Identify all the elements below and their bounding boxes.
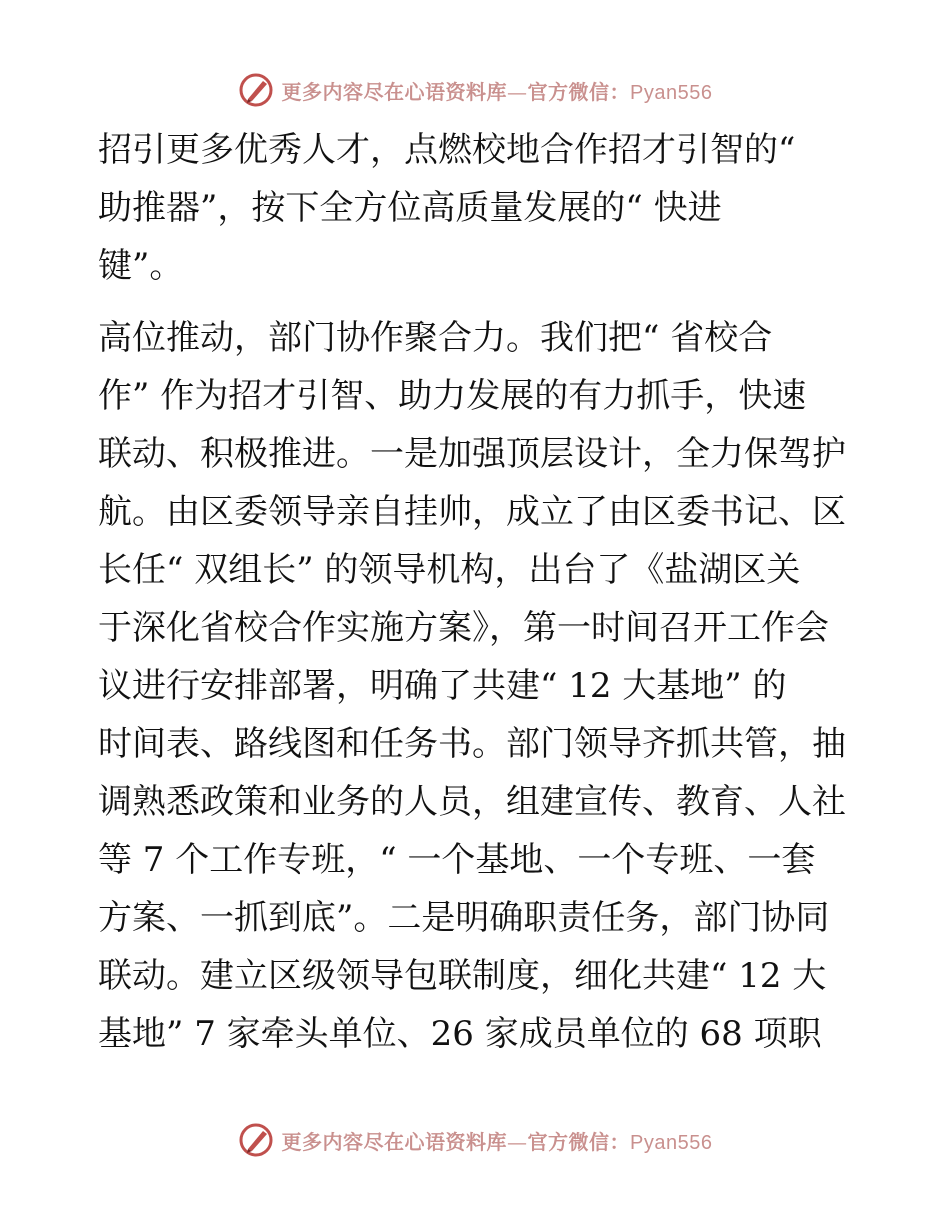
text-line: 招引更多优秀人才，点燃校地合作招才引智的“ <box>98 130 796 170</box>
watermark-text: 更多内容尽在心语资料库—官方微信：Pyan556 <box>281 1129 713 1154</box>
text-line: 方案、一抓到底”。二是明确职责任务，部门协同 <box>98 898 830 938</box>
text-line: 等 7 个工作专班，“ 一个基地、一个专班、一套 <box>98 840 816 880</box>
text-line: 航。由区委领导亲自挂帅，成立了由区委书记、区 <box>98 492 846 532</box>
watermark-text: 更多内容尽在心语资料库—官方微信：Pyan556 <box>281 79 713 104</box>
text-line: 高位推动，部门协作聚合力。我们把“ 省校合 <box>98 318 773 358</box>
pen-logo-icon <box>238 1122 274 1158</box>
text-line: 基地” 7 家牵头单位、26 家成员单位的 68 项职 <box>98 1014 822 1054</box>
text-line: 联动、积极推进。一是加强顶层设计，全力保驾护 <box>98 434 846 474</box>
text-line: 于深化省校合作实施方案》，第一时间召开工作会 <box>98 608 829 648</box>
text-line: 长任“ 双组长” 的领导机构，出台了《盐湖区关 <box>98 550 801 590</box>
text-line: 联动。建立区级领导包联制度，细化共建“ 12 大 <box>98 956 827 996</box>
text-line: 议进行安排部署，明确了共建“ 12 大基地” 的 <box>98 666 787 706</box>
text-line: 助推器”，按下全方位高质量发展的“ 快进 <box>98 188 722 228</box>
text-line: 作” 作为招才引智、助力发展的有力抓手，快速 <box>98 376 807 416</box>
text-line: 调熟悉政策和业务的人员，组建宣传、教育、人社 <box>98 782 846 822</box>
watermark-header <box>0 68 950 112</box>
pen-logo-icon <box>238 72 274 108</box>
text-line: 时间表、路线图和任务书。部门领导齐抓共管，抽 <box>98 724 846 764</box>
watermark-footer <box>0 1118 950 1162</box>
text-line: 键”。 <box>98 246 184 286</box>
